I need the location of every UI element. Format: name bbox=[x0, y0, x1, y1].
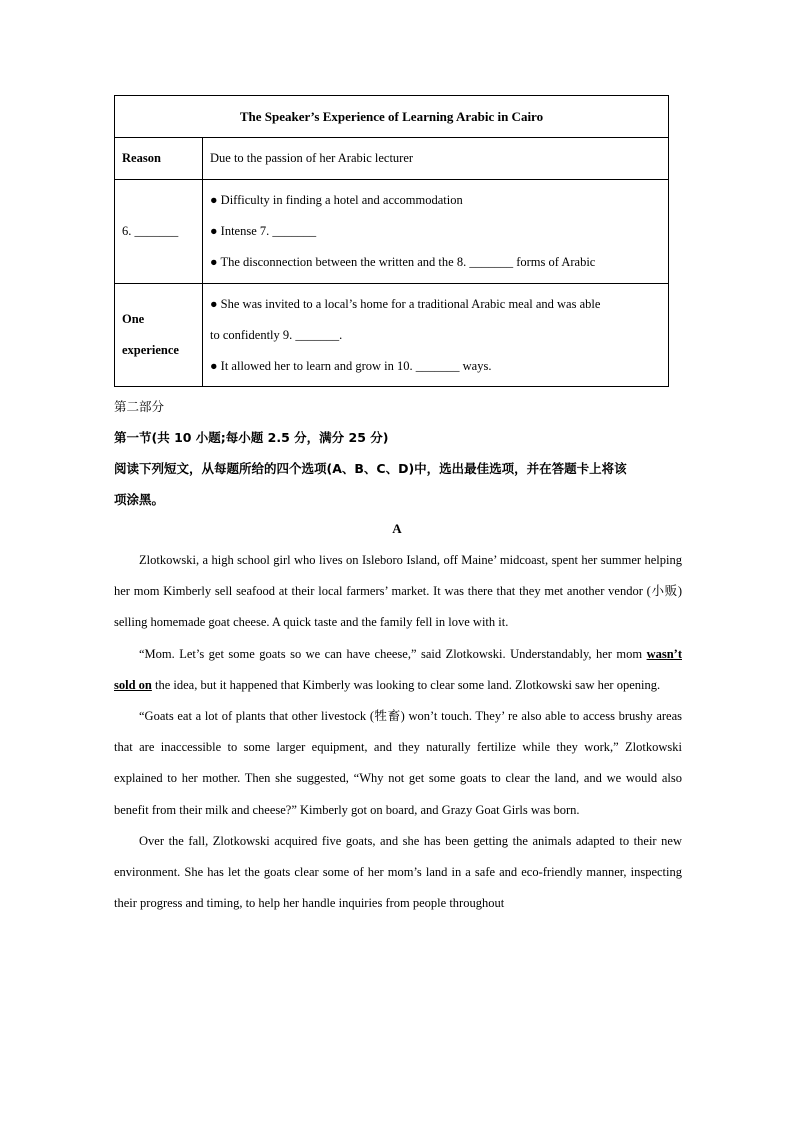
paragraph-3: “Goats eat a lot of plants that other livestock (牲畜) won’t touch. They’ re also able to access brushy areas that are inaccessible to some larger equipment, and they naturally fertilize while they work,” Zlotkowski explained to her mother. Then she suggested, “Why not get some goats to clear the land, and we would also benefit from their milk and cheese?” Kimberly got on board, and Grazy Goat Girls was born. bbox=[114, 709, 682, 817]
paragraph-4: Over the fall, Zlotkowski acquired five goats, and she has been getting the animals adapted to their new environment. She has let the goats clear some of her mom’s land in a safe and eco-friendly manner, inspecting their progress and timing, to help her handle inquiries from people throughout bbox=[114, 833, 682, 911]
part-heading: 第二部分 bbox=[114, 399, 165, 414]
list-item: to confidently 9. _______. bbox=[210, 327, 343, 342]
underlined-phrase: wasn’t sold on bbox=[114, 646, 682, 692]
list-item: ● Intense 7. _______ bbox=[210, 224, 317, 238]
table-label-reason: Reason bbox=[115, 138, 203, 180]
instruction-line-2: 项涂黑。 bbox=[114, 492, 165, 507]
list-item: ● She was invited to a local’s home for a traditional Arabic meal and was able bbox=[210, 296, 601, 311]
passage-body bbox=[114, 545, 682, 919]
instruction-line-1: 阅读下列短文，从每题所给的四个选项(A、B、C、D)中，选出最佳选项，并在答题卡上将该 bbox=[114, 461, 627, 476]
paragraph-1: Zlotkowski, a high school girl who lives on Isleboro Island, off Maine’ midcoast, spent her summer helping her mom Kimberly sell seafood at their local farmers’ market. It was there that they met another vendor (小贩) selling homemade goat cheese. A quick taste and the family fell in love with it. bbox=[114, 553, 682, 630]
table-cell-experience bbox=[203, 284, 669, 387]
list-item: ● Difficulty in finding a hotel and accommodation bbox=[210, 193, 463, 207]
table-label-blank-6: 6. _______ bbox=[115, 180, 203, 284]
list-item: ● It allowed her to learn and grow in 10. _______ ways. bbox=[210, 358, 492, 373]
table-content-reason: Due to the passion of her Arabic lecturer bbox=[203, 138, 669, 180]
passage-title: A bbox=[392, 521, 402, 536]
list-item: ● The disconnection between the written and the 8. _______ forms of Arabic bbox=[210, 255, 596, 269]
table-cell-difficulties bbox=[203, 180, 669, 284]
paragraph-2: “Mom. Let’s get some goats so we can have cheese,” said Zlotkowski. Understandably, her mom wasn’t sold on the idea, but it happened that Kimberly was looking to clear some land. Zlotkowski saw her opening. bbox=[114, 646, 682, 692]
table-title: The Speaker’s Experience of Learning Arabic in Cairo bbox=[115, 96, 669, 138]
table-label-experience: One experience bbox=[115, 284, 203, 387]
experience-table bbox=[114, 95, 669, 387]
subsection-heading: 第一节(共 10 小题;每小题 2.5 分，满分 25 分) bbox=[114, 430, 389, 445]
